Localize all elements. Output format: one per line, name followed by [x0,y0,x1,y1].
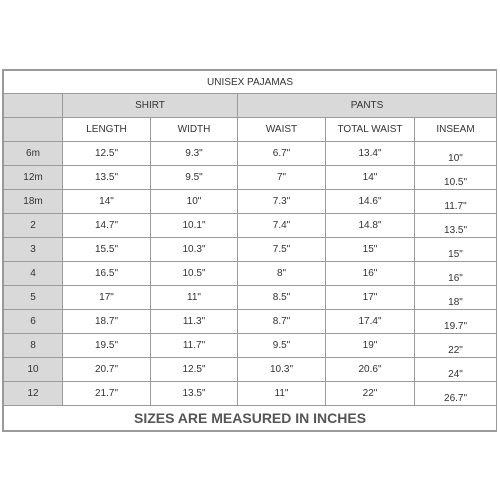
size-label: 2 [4,214,63,238]
cell-width: 11.3" [151,310,238,334]
table-row [4,334,497,358]
table-row [4,142,497,166]
cell-width: 11" [151,286,238,310]
cell-width: 13.5" [151,382,238,406]
cell-total-waist: 22" [326,382,415,406]
table-row [4,238,497,262]
size-chart [2,69,497,432]
cell-total-waist: 16" [326,262,415,286]
cell-length: 19.5" [63,334,151,358]
table-row [4,190,497,214]
cell-length: 14" [63,190,151,214]
cell-width: 10.5" [151,262,238,286]
cell-waist: 7.5" [238,238,326,262]
cell-length: 13.5" [63,166,151,190]
column-header-width: WIDTH [151,118,238,142]
cell-total-waist: 14.8" [326,214,415,238]
cell-length: 12.5" [63,142,151,166]
size-label: 5 [4,286,63,310]
cell-width: 11.7" [151,334,238,358]
cell-total-waist: 14.6" [326,190,415,214]
cell-length: 14.7" [63,214,151,238]
cell-width: 10.3" [151,238,238,262]
cell-inseam: 10.5" [415,166,497,190]
cell-total-waist: 14" [326,166,415,190]
cell-waist: 11" [238,382,326,406]
table-row [4,166,497,190]
cell-width: 9.5" [151,166,238,190]
size-label: 8 [4,334,63,358]
size-label: 10 [4,358,63,382]
cell-total-waist: 13.4" [326,142,415,166]
cell-waist: 8.5" [238,286,326,310]
cell-inseam: 15" [415,238,497,262]
size-table [3,70,497,431]
size-label: 6 [4,310,63,334]
cell-length: 17" [63,286,151,310]
cell-waist: 8.7" [238,310,326,334]
cell-total-waist: 17.4" [326,310,415,334]
cell-waist: 9.5" [238,334,326,358]
cell-length: 15.5" [63,238,151,262]
cell-waist: 10.3" [238,358,326,382]
cell-total-waist: 19" [326,334,415,358]
cell-inseam: 19.7" [415,310,497,334]
column-header-length: LENGTH [63,118,151,142]
size-header-corner [4,118,63,142]
size-label: 18m [4,190,63,214]
column-header-total-waist: TOTAL WAIST [326,118,415,142]
cell-total-waist: 20.6" [326,358,415,382]
cell-waist: 7.3" [238,190,326,214]
cell-width: 12.5" [151,358,238,382]
size-label: 6m [4,142,63,166]
column-header-waist: WAIST [238,118,326,142]
group-pants: PANTS [238,94,497,118]
size-label: 3 [4,238,63,262]
cell-inseam: 26.7" [415,382,497,406]
size-label: 12m [4,166,63,190]
column-header-inseam: INSEAM [415,118,497,142]
cell-inseam: 10" [415,142,497,166]
cell-waist: 7" [238,166,326,190]
cell-length: 20.7" [63,358,151,382]
cell-width: 9.3" [151,142,238,166]
cell-inseam: 13.5" [415,214,497,238]
footer-note: SIZES ARE MEASURED IN INCHES [4,406,497,431]
cell-total-waist: 15" [326,238,415,262]
size-label: 12 [4,382,63,406]
cell-waist: 8" [238,262,326,286]
table-row [4,382,497,406]
cell-width: 10.1" [151,214,238,238]
table-title: UNISEX PAJAMAS [4,71,497,94]
cell-inseam: 18" [415,286,497,310]
cell-width: 10" [151,190,238,214]
cell-length: 21.7" [63,382,151,406]
cell-inseam: 16" [415,262,497,286]
cell-waist: 6.7" [238,142,326,166]
size-label: 4 [4,262,63,286]
table-row [4,358,497,382]
table-row [4,214,497,238]
cell-length: 18.7" [63,310,151,334]
cell-inseam: 11.7" [415,190,497,214]
group-shirt: SHIRT [63,94,238,118]
table-row [4,262,497,286]
cell-inseam: 24" [415,358,497,382]
group-corner [4,94,63,118]
cell-total-waist: 17" [326,286,415,310]
table-row [4,310,497,334]
table-row [4,286,497,310]
cell-inseam: 22" [415,334,497,358]
cell-waist: 7.4" [238,214,326,238]
cell-length: 16.5" [63,262,151,286]
